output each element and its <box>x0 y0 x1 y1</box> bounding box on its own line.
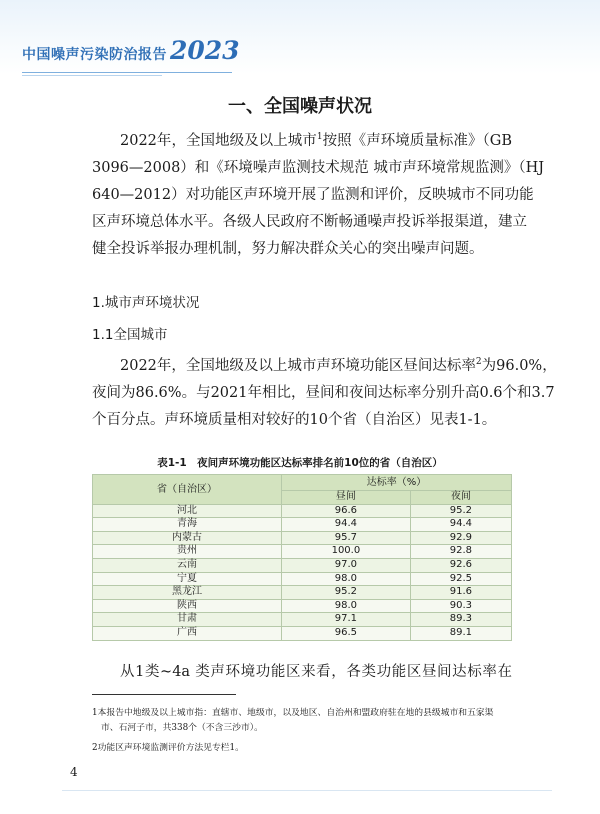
footer-rule <box>62 790 552 791</box>
col-night-header: 夜间 <box>410 491 511 505</box>
cell-day: 95.7 <box>282 531 411 545</box>
cell-night: 92.9 <box>410 531 511 545</box>
rate-line: 2022年，全国地级及以上城市声环境功能区昼间达标率$^2$为96.0%， <box>120 357 557 374</box>
intro-line: 区声环境总体水平。各级人民政府不断畅通噪声投诉举报渠道，建立 <box>92 214 527 230</box>
heading-city-noise: 1.城市声环境状况 <box>92 295 200 311</box>
section-title: 一、全国噪声状况 <box>228 96 372 117</box>
footnote-rule <box>92 694 236 695</box>
page-number: 4 <box>70 765 78 779</box>
table-row <box>93 518 512 532</box>
intro-line: 640—2012）对功能区声环境开展了监测和评价，反映城市不同功能 <box>92 187 534 203</box>
cell-day: 98.0 <box>282 572 411 586</box>
intro-line: 3096—2008）和《环境噪声监测技术规范 城市声环境常规监测》（HJ <box>92 160 545 176</box>
cell-day: 100.0 <box>282 545 411 559</box>
table-row <box>93 599 512 613</box>
functional-zone-paragraph <box>92 659 512 686</box>
cell-province: 河北 <box>93 504 282 518</box>
cell-province: 黑龙江 <box>93 586 282 600</box>
cell-province: 贵州 <box>93 545 282 559</box>
table-caption: 表1-1 夜间声环境功能区达标率排名前10位的省（自治区） <box>157 457 443 469</box>
table-row <box>93 504 512 518</box>
col-day-header: 昼间 <box>282 491 411 505</box>
cell-night: 92.5 <box>410 572 511 586</box>
cell-province: 内蒙古 <box>93 531 282 545</box>
table-row <box>93 586 512 600</box>
header-rule-secondary <box>22 75 162 76</box>
footnote-1-line: 1本报告中地级及以上城市指：直辖市、地级市，以及地区、自治州和盟政府驻在地的县级城市和五家渠 <box>92 708 494 718</box>
intro-line: 健全投诉举报办理机制，努力解决群众关心的突出噪声问题。 <box>92 241 484 257</box>
report-title: 中国噪声污染防治报告 <box>22 47 167 63</box>
cell-day: 97.1 <box>282 613 411 627</box>
intro-paragraph <box>92 128 545 263</box>
rate-line: 个百分点。声环境质量相对较好的10个省（自治区）见表1-1。 <box>92 412 497 428</box>
footnote-1 <box>92 706 512 736</box>
heading-national-cities: 1.1全国城市 <box>92 327 168 343</box>
cell-day: 97.0 <box>282 558 411 572</box>
cell-night: 91.6 <box>410 586 511 600</box>
report-header <box>22 38 442 68</box>
cell-day: 94.4 <box>282 518 411 532</box>
cell-day: 96.6 <box>282 504 411 518</box>
table-row <box>93 626 512 640</box>
cell-day: 96.5 <box>282 626 411 640</box>
table-row <box>93 572 512 586</box>
table-row <box>93 531 512 545</box>
cell-day: 98.0 <box>282 599 411 613</box>
rate-paragraph <box>92 353 557 434</box>
header-rule <box>22 72 232 73</box>
cell-night: 89.3 <box>410 613 511 627</box>
footnote-1-line: 市、石河子市，共338个（不含三沙市）。 <box>101 723 263 733</box>
col-rate-header: 达标率（%） <box>282 475 512 491</box>
report-year: 2023 <box>170 36 240 65</box>
cell-night: 94.4 <box>410 518 511 532</box>
rate-line: 夜间为86.6%。与2021年相比，昼间和夜间达标率分别升高0.6个和3.7 <box>92 385 555 401</box>
table-row <box>93 613 512 627</box>
functional-zone-line: 从1类~4a 类声环境功能区来看，各类功能区昼间达标率在 <box>120 664 512 680</box>
cell-province: 云南 <box>93 558 282 572</box>
cell-night: 89.1 <box>410 626 511 640</box>
cell-night: 90.3 <box>410 599 511 613</box>
cell-province: 陕西 <box>93 599 282 613</box>
cell-province: 广西 <box>93 626 282 640</box>
cell-night: 92.6 <box>410 558 511 572</box>
cell-night: 95.2 <box>410 504 511 518</box>
cell-province: 宁夏 <box>93 572 282 586</box>
table-row <box>93 558 512 572</box>
cell-night: 92.8 <box>410 545 511 559</box>
cell-day: 95.2 <box>282 586 411 600</box>
compliance-table <box>92 474 512 641</box>
footnote-2: 2功能区声环境监测评价方法见专栏1。 <box>92 743 244 753</box>
cell-province: 甘肃 <box>93 613 282 627</box>
col-province-header: 省（自治区） <box>93 475 282 505</box>
table-row <box>93 545 512 559</box>
intro-line: 2022年，全国地级及以上城市$^1$按照《声环境质量标准》（GB <box>120 132 512 149</box>
cell-province: 青海 <box>93 518 282 532</box>
